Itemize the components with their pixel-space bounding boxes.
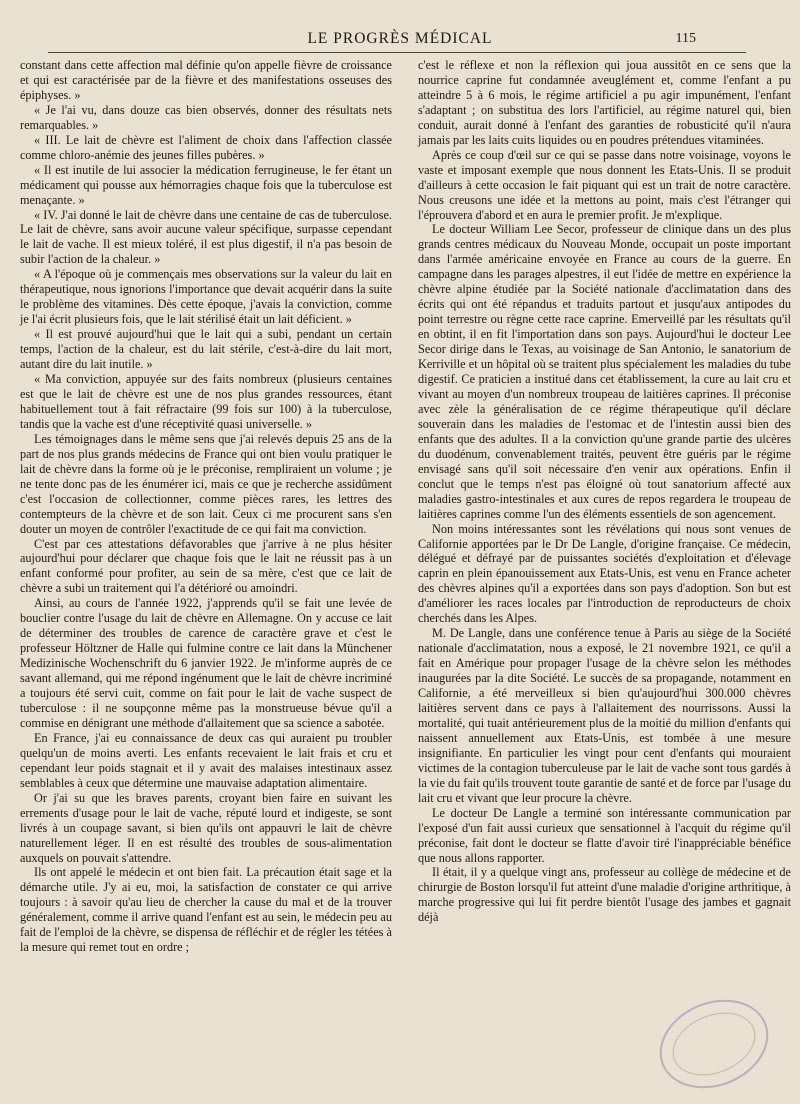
- paragraph: Ainsi, au cours de l'année 1922, j'apprends qu'il se fait une levée de bouclier contre l'usage du lait de chèvre en Allemagne. On y accuse ce lait de déterminer des troubles de carence de caractère grave et c'est le professeur Höltzner de Halle qui fulmine contre ce lait dans la Münchener Medizinische Wochenschrift du 6 janvier 1922. Je m'informe auprès de ce savant allemand, qui me répond ingénument que le lait de chèvre incriminé a toujours été servi cuit, comme on fait pour le lait de vache suspect de tuberculose : il ne soupçonne même pas la monstrueuse bévue qu'il a commise en dénigrant une méthode d'allaitement que sa science a sabotée.: [20, 596, 392, 730]
- header-rule: [48, 52, 746, 53]
- paragraph: Le docteur William Lee Secor, professeur de clinique dans un des plus grands centres médicaux du Nouveau Monde, occupait un poste important dans l'armée américaine envoyée en France au cours de la guerre. En campagne dans les parages alpestres, il eut l'idée de mettre en expérience la chèvre alpine étudiée par la Société nationale d'acclimatation dans des écrits qui ont été répandus et traduits partout et jusqu'aux antipodes du point terrestre ou règne cette race caprine. Emerveillé par les résultats qu'il en obtint, il en fit l'importation dans son pays. Aujourd'hui le docteur Lee Secor dirige dans le Texas, au voisinage de San Antonio, le sanatorium de Kerriville et un hôpital où se traitent plus spécialement les maladies du tube digestif. Ce praticien a institué dans cet établissement, la cure au lait cru et vivant au moyen d'un nombreux troupeau de laitières caprines. Il préconise avec zèle la généralisation de ce régime thérapeutique qu'il déclare souverain dans les maladies de l'estomac et de l'intestin aussi bien des enfants que des adultes. Il a la conviction qu'une grande partie des ulcères du duodénum, convenablement traités, peuvent être guéris par le régime envisagé sans qu'il soit nécessaire d'en venir aux opérations. Enfin il conclut que le temps n'est pas éloigné où tout sanatorium affecté aux maladies gastro-intestinales et aux cures de repos regardera le troupeau de laitières caprines comme l'un des éléments essentiels de son agencement.: [418, 222, 791, 521]
- paragraph: Non moins intéressantes sont les révélations qui nous sont venues de Californie apportées par le Dr De Langle, d'origine française. Ce médecin, délégué et défrayé par de puissantes sociétés d'exploitation et d'élevage caprin en plein épanouissement aux Etats-Unis, est venu en France acheter des chèvres alpines qu'il a exportées dans son pays d'adoption. Son but est d'améliorer les races locales par l'introduction de reproducteurs de choix cherchés dans les Alpes.: [418, 521, 791, 626]
- paragraph: Après ce coup d'œil sur ce qui se passe dans notre voisinage, voyons le vaste et imposant exemple que nous donnent les Etats-Unis. Il se produit d'ailleurs à cette occasion le fait piquant qui est un trait de notre caractère. Nous creusons une idée et la mettons au point, mais c'est l'étranger qui l'éprouvera d'abord et en aura le premier profit. Je m'explique.: [418, 147, 791, 222]
- paragraph: « Il est prouvé aujourd'hui que le lait qui a subi, pendant un certain temps, l'action de la chaleur, est du lait stérile, c'est-à-dire du lait mort, autant dire du lait inutile. »: [20, 327, 392, 372]
- paragraph: « Il est inutile de lui associer la médication ferrugineuse, le fer étant un médicament qui pousse aux hémorragies chaque fois que la tuberculose est menaçante. »: [20, 162, 392, 207]
- paragraph: Les témoignages dans le même sens que j'ai relevés depuis 25 ans de la part de nos plus grands médecins de France qui ont bien voulu pratiquer le lait de chèvre dans la forme où je le préconise, rempliraient un volume ; je ne tente donc pas de les énumérer ici, mais ce que je recherche assidûment c'est l'occasion de collectionner, comme pièces rares, les lettres des contempteurs de la chèvre et de son lait. Ceux ci me procurent sans s'en douter un moyen de contrôler l'exactitude de ce qui fait ma conviction.: [20, 431, 392, 536]
- paragraph: « IV. J'ai donné le lait de chèvre dans une centaine de cas de tuberculose. Le lait de chèvre, sans avoir aucune valeur spécifique, surpasse cependant le lait de vache. Il est mieux toléré, il est plus digestif, il n'a pas besoin de subir l'action de la chaleur. »: [20, 207, 392, 267]
- paragraph: Il était, il y a quelque vingt ans, professeur au collège de médecine et de chirurgie de Boston lorsqu'il fut atteint d'une maladie d'origine arthritique, à marche progressive qui lui fit perdre bientôt l'usage des jambes et gagnait déjà: [418, 865, 791, 925]
- running-title: LE PROGRÈS MÉDICAL: [307, 30, 493, 47]
- paragraph: « A l'époque où je commençais mes observations sur la valeur du lait en thérapeutique, nous ignorions l'importance que devait acquérir dans la suite le problème des vitamines. Dès cette époque, j'avais la conviction, comme je l'ai écrit plusieurs fois, que le lait stérilisé était un lait déficient. »: [20, 267, 392, 327]
- paragraph: M. De Langle, dans une conférence tenue à Paris au siège de la Société nationale d'acclimatation, nous a exposé, le 21 novembre 1921, ce qu'il a fait en Amérique pour propager l'usage de la chèvre selon les méthodes inaugurées par la dite Société. Le succès de sa propagande, notamment en Californie, a été merveilleux si bien qu'aujourd'hui 300.000 chèvres laitières servent dans ce pays à l'allaitement des nourrissons. Aussi la mortalité, qui tuait antérieurement plus de la moitié du million d'enfants qui naissent annuellement aux Etats-Unis, est tombée à une mesure insignifiante. En particulier les vingt pour cent d'enfants qui mouraient victimes de la contagion tuberculeuse par le lait de vache sont tous gardés à la vie du fait qu'ils trouvent toute garantie de santé et de force par l'usage du lait cru et vivant que leur procure la chèvre.: [418, 626, 791, 805]
- left-column: [20, 58, 392, 955]
- paragraph: En France, j'ai eu connaissance de deux cas qui auraient pu troubler quelqu'un de moins averti. Les enfants recevaient le lait frais et cru et cependant leur poids stagnait et il y avait des malaises intestinaux assez semblables à ceux que détermine une mauvaise adaptation alimentaire.: [20, 730, 392, 790]
- paragraph: Le docteur De Langle a terminé son intéressante communication par l'exposé d'un fait aussi curieux que sensationnel à l'acquit du régime qu'il préconise, fait dont le docteur se flatte d'avoir tiré l'inappréciable bénéfice que nous allons rapporter.: [418, 805, 791, 865]
- paragraph: C'est par ces attestations défavorables que j'arrive à ne plus hésiter aujourd'hui pour déclarer que chaque fois que le lait ne réussit pas à un enfant conformé pour profiter, au sein de sa mère, c'est que ce lait de chèvre a subi un traitement qui l'a détérioré ou amoindri.: [20, 536, 392, 596]
- paragraph: « Ma conviction, appuyée sur des faits nombreux (plusieurs centaines est que le lait de chèvre est une de nos plus grandes ressources, étant habituellement tout à fait réfractaire (99 fois sur 100) à la tuberculose, tandis que la vache est d'une réceptivité quasi universelle. »: [20, 372, 392, 431]
- paragraph: Ils ont appelé le médecin et ont bien fait. La précaution était sage et la démarche utile. J'y ai eu, moi, la satisfaction de constater ce qui arrive toujours : à savoir qu'au lieu de chercher la cause du mal et de la trouver généralement, comme il arrive quand l'enfant est au sein, le médecin peu au fait de l'emploi de la chèvre, se dispensa de réfléchir et de régler les tétées à la mesure qui remet tout en ordre ;: [20, 865, 392, 955]
- library-stamp-inner-ring: [663, 1001, 764, 1087]
- paragraph: « Je l'ai vu, dans douze cas bien observés, donner des résultats nets remarquables. »: [20, 102, 392, 132]
- paragraph: « III. Le lait de chèvre est l'aliment de choix dans l'affection classée comme chloro-anémie des jeunes filles pubères. »: [20, 132, 392, 162]
- paragraph: constant dans cette affection mal définie qu'on appelle fièvre de croissance et qui est caractérisée par de la fièvre et des manifestations osseuses des épiphyses. »: [20, 58, 392, 102]
- library-stamp: [646, 984, 781, 1104]
- page-number: 115: [675, 31, 696, 46]
- paragraph: Or j'ai su que les braves parents, croyant bien faire en suivant les errements d'usage pour le lait de vache, réputé lourd et indigeste, se sont livrés à un coupage savant, si bien qu'ils ont appauvri le lait de chèvre naturellement léger. Il en est résulté des troubles de sous-alimentation auxquels on pouvait s'attendre.: [20, 790, 392, 865]
- page-header: [0, 30, 800, 52]
- right-column: [418, 58, 791, 925]
- paragraph: c'est le réflexe et non la réflexion qui joua aussitôt en ce sens que la nourrice caprine fut condamnée aveuglément et, comme l'enfant a pu atteindre 5 à 6 mois, le régime artificiel a pu agir impunément, l'enfant s'adaptant ; on substitua des lors l'artificiel, au régime naturel qui, bien conduit, aurait donné à l'enfant des garanties de robusticité qu'il n'aura jamais par les laits cuits liquides ou en poudres prétendues vitaminées.: [418, 58, 791, 147]
